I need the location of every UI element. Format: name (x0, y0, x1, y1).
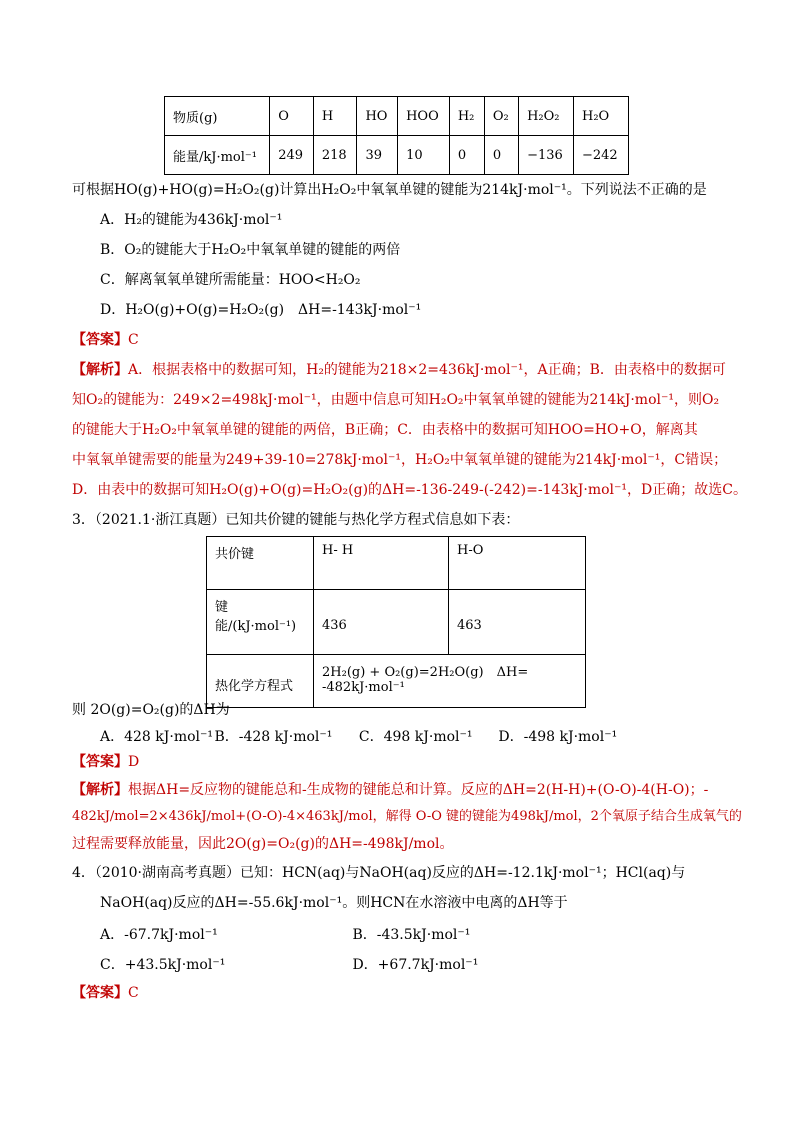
table-row (207, 537, 586, 590)
question-stem: 可根据HO(g)+HO(g)=H₂O₂(g)计算出H₂O₂中氧氧单键的键能为214kJ·mol⁻¹。下列说法不正确的是 (72, 182, 707, 198)
table-cell: 物质(g) (165, 97, 270, 136)
answer-value: C (128, 985, 139, 1001)
table-cell: 39 (357, 136, 398, 175)
table-cell: 10 (398, 136, 450, 175)
analysis-line (72, 780, 708, 800)
option-d: D．-498 kJ·mol⁻¹ (498, 729, 618, 745)
table-cell: H-O (449, 537, 586, 590)
table-row (207, 655, 586, 708)
table-cell: O (270, 97, 314, 136)
table-cell: HO (357, 97, 398, 136)
answer-tag: 【答案】 (72, 754, 128, 770)
option-c: C．498 kJ·mol⁻¹ (358, 729, 473, 745)
table-cell: 0 (484, 136, 518, 175)
analysis-text: 的键能大于H₂O₂中氧氧单键的键能的两倍，B正确；C．由表格中的数据可知HOO=HO+O，解离其 (72, 422, 698, 438)
analysis-text: A．根据表格中的数据可知，H₂的键能为218×2=436kJ·mol⁻¹，A正确；B．由表格中的数据可 (128, 362, 726, 378)
table-cell: 218 (313, 136, 357, 175)
options-row (100, 955, 478, 975)
analysis-text: 根据ΔH=反应物的键能总和-生成物的键能总和计算。反应的ΔH=2(H-H)+(O-O)-4(H-O)；- (128, 782, 709, 798)
question-stem: 3．（2021.1·浙江真题）已知共价键的键能与热化学方程式信息如下表： (72, 512, 520, 528)
table-row (207, 590, 586, 655)
analysis-text: 中氧氧单键需要的能量为249+39-10=278kJ·mol⁻¹，H₂O₂中氧氧单键的键能为214kJ·mol⁻¹，C错误； (72, 452, 728, 468)
table-cell: H₂O₂ (519, 97, 574, 136)
table-cell: H₂O (574, 97, 629, 136)
table-cell: 463 (449, 590, 586, 655)
analysis-text: D．由表中的数据可知H₂O(g)+O(g)=H₂O₂(g)的ΔH=-136-249-(-242)=-143kJ·mol⁻¹，D正确；故选C。 (72, 482, 747, 498)
option-a: A．H₂的键能为436kJ·mol⁻¹ (100, 212, 283, 228)
answer-value: D (128, 754, 140, 770)
analysis-tag: 【解析】 (72, 362, 128, 378)
table-cell: −136 (519, 136, 574, 175)
answer-tag: 【答案】 (72, 332, 128, 348)
option-b: B．O₂的键能大于H₂O₂中氧氧单键的键能的两倍 (100, 242, 401, 258)
analysis-text: 482kJ/mol=2×436kJ/mol+(O-O)-4×463kJ/mol，解得 O-O 键的键能为498kJ/mol，2个氧原子结合生成氧气的 (72, 809, 742, 824)
options-row (100, 727, 617, 747)
answer-line (72, 330, 139, 350)
option-c: C．解离氧氧单键所需能量：HOO<H₂O₂ (100, 272, 361, 288)
table-row (165, 97, 629, 136)
option-d: D．H₂O(g)+O(g)=H₂O₂(g) ΔH=-143kJ·mol⁻¹ (100, 302, 422, 318)
table-cell: −242 (574, 136, 629, 175)
table-cell: 键能/(kJ·mol⁻¹) (207, 590, 314, 655)
table-row (165, 136, 629, 175)
table-cell: H (313, 97, 357, 136)
answer-tag: 【答案】 (72, 985, 128, 1001)
answer-line (72, 983, 139, 1003)
answer-value: C (128, 332, 139, 348)
options-row (100, 925, 470, 945)
analysis-tag: 【解析】 (72, 782, 128, 798)
table-cell: 436 (314, 590, 449, 655)
table-cell: 能量/kJ·mol⁻¹ (165, 136, 270, 175)
bond-energy-table (206, 536, 586, 708)
table-cell: 2H₂(g) + O₂(g)=2H₂O(g) ΔH= -482kJ·mol⁻¹ (314, 655, 586, 708)
answer-line (72, 752, 139, 772)
option-c: C．+43.5kJ·mol⁻¹ (100, 957, 226, 973)
table-cell: 0 (449, 136, 484, 175)
question-stem: NaOH(aq)反应的ΔH=-55.6kJ·mol⁻¹。则HCN在水溶液中电离的ΔH等于 (100, 895, 568, 911)
table-cell: H- H (314, 537, 449, 590)
option-a: A．428 kJ·mol⁻¹ (100, 729, 214, 745)
table-cell: 共价键 (207, 537, 314, 590)
energy-table (164, 96, 629, 175)
table-cell: O₂ (484, 97, 518, 136)
option-d: D．+67.7kJ·mol⁻¹ (352, 957, 479, 973)
analysis-line (72, 360, 726, 380)
question-stem: 4．（2010·湖南高考真题）已知：HCN(aq)与NaOH(aq)反应的ΔH=-12.1kJ·mol⁻¹；HCl(aq)与 (72, 865, 686, 881)
table-cell: 249 (270, 136, 314, 175)
option-b: B．-43.5kJ·mol⁻¹ (352, 927, 471, 943)
analysis-text: 知O₂的键能为：249×2=498kJ·mol⁻¹，由题中信息可知H₂O₂中氧氧单键的键能为214kJ·mol⁻¹，则O₂ (72, 392, 720, 408)
analysis-text: 过程需要释放能量，因此2O(g)=O₂(g)的ΔH=-498kJ/mol。 (72, 836, 454, 852)
option-a: A．-67.7kJ·mol⁻¹ (100, 927, 218, 943)
table-cell: H₂ (449, 97, 484, 136)
option-b: B．-428 kJ·mol⁻¹ (214, 729, 333, 745)
table-cell: HOO (398, 97, 450, 136)
table-cell: 热化学方程式 (207, 655, 314, 708)
question-text: 则 2O(g)=O₂(g)的ΔH为 (72, 702, 230, 718)
